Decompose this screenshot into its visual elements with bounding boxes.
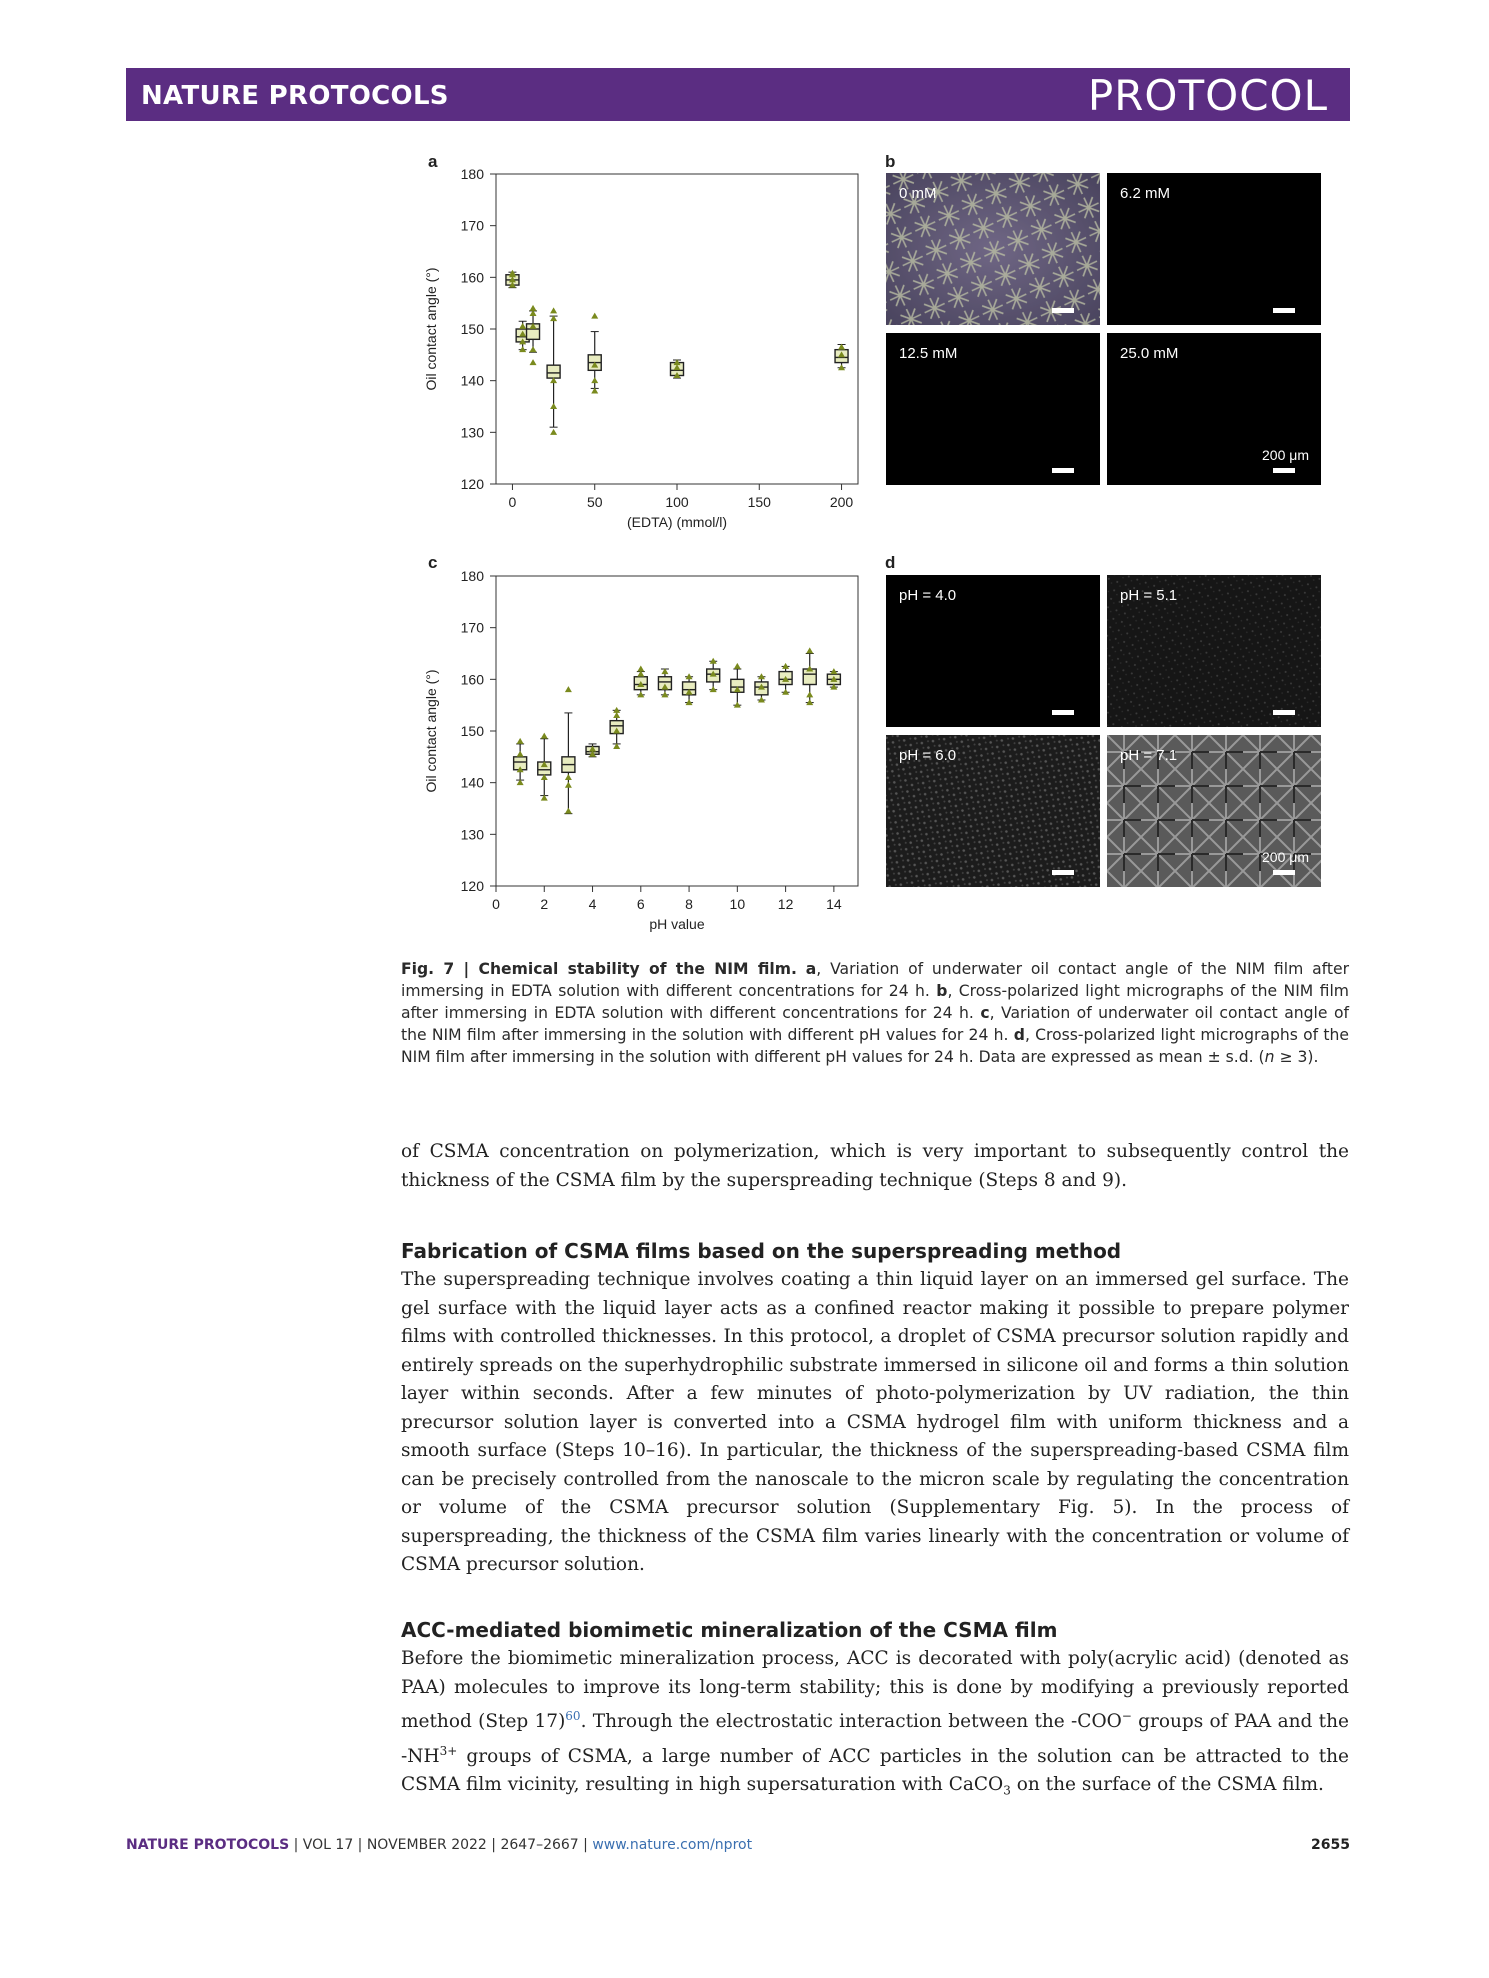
- subscript-3: 3: [1003, 1784, 1011, 1798]
- micrograph-label: 6.2 mM: [1120, 185, 1171, 202]
- data-point: [565, 774, 572, 780]
- caption-letter-b: b: [936, 982, 948, 1000]
- x-tick-label: 200: [829, 494, 854, 510]
- micrograph-b-2: [1107, 173, 1321, 325]
- y-tick-label: 120: [460, 476, 484, 492]
- y-tick-label: 170: [460, 619, 484, 636]
- data-point: [613, 707, 620, 713]
- para3-part-c: groups of PAA and the -NH: [401, 1711, 1349, 1767]
- x-tick-label: 100: [665, 494, 689, 510]
- y-tick-label: 180: [460, 166, 484, 182]
- data-point: [637, 691, 644, 697]
- footer-brand: NATURE PROTOCOLS: [126, 1837, 290, 1853]
- page-footer: [126, 1837, 1350, 1853]
- superscript-charge: 3+: [439, 1743, 458, 1758]
- data-point: [686, 699, 693, 705]
- x-tick-label: 150: [747, 494, 771, 510]
- body-paragraph-3: [401, 1645, 1349, 1806]
- para3-part-d: groups of CSMA, a large number of ACC particles in the solution can be attracted to the CSMA film vicinity, resulting in high supersaturation with CaCO: [401, 1745, 1349, 1796]
- y-tick-label: 160: [460, 269, 484, 286]
- scale-bar: [1052, 870, 1074, 875]
- y-tick-label: 180: [460, 568, 484, 584]
- data-point: [541, 733, 548, 739]
- micrograph-label: pH = 4.0: [899, 587, 957, 604]
- caption-text-d: , Cross-polarized light micrographs of the NIM film after immersing in the solution with different pH values for 24 h. Data are expressed as mean ± s.d. (: [401, 1026, 1349, 1066]
- y-tick-label: 150: [460, 723, 484, 739]
- data-point: [613, 712, 620, 718]
- x-tick-label: 6: [636, 896, 645, 912]
- scale-bar: [1273, 468, 1295, 473]
- x-tick-label: 4: [588, 896, 597, 912]
- y-tick-label: 140: [460, 774, 484, 791]
- micrograph-label: 12.5 mM: [899, 345, 958, 362]
- reference-link[interactable]: 60: [565, 1709, 581, 1723]
- micrograph-b-1: [886, 173, 1100, 325]
- footer-details: | VOL 17 | NOVEMBER 2022 | 2647–2667 |: [289, 1837, 593, 1853]
- data-point: [806, 691, 813, 697]
- data-point: [806, 699, 813, 705]
- micrograph-d-4: [1107, 735, 1321, 887]
- micrograph-label: 0 mM: [899, 185, 937, 202]
- y-axis-label: Oil contact angle (°): [423, 267, 439, 391]
- caption-text-c: , Variation of underwater oil contact angle of the NIM film after immersing in the solution with different pH values for 24 h.: [401, 1004, 1349, 1044]
- scale-bar: [1052, 468, 1074, 473]
- scale-bar: [1273, 870, 1295, 875]
- data-point: [830, 668, 837, 674]
- x-tick-label: 0: [508, 494, 517, 510]
- y-tick-label: 130: [460, 826, 484, 843]
- micrograph-label: 25.0 mM: [1120, 345, 1179, 362]
- panel-letter-b: b: [885, 152, 896, 171]
- section-type: PROTOCOL: [1087, 71, 1328, 120]
- scale-bar: [1273, 308, 1295, 313]
- y-tick-label: 160: [460, 671, 484, 688]
- data-point: [517, 751, 524, 757]
- chart-ph-contact-angle: [410, 562, 880, 942]
- x-tick-label: 0: [492, 896, 500, 912]
- data-point: [530, 346, 537, 352]
- data-point: [550, 403, 557, 409]
- data-point: [591, 377, 598, 383]
- y-tick-label: 120: [460, 878, 484, 894]
- data-point: [509, 270, 516, 276]
- figure-caption: [401, 958, 1349, 1068]
- para3-part-b: . Through the electrostatic interaction between the -COO: [580, 1711, 1122, 1733]
- x-tick-label: 50: [586, 494, 603, 510]
- data-point: [806, 647, 813, 653]
- body-paragraph-2: The superspreading technique involves coating a thin liquid layer on an immersed gel surface. The gel surface with the liquid layer acts as a confined reactor making it possible to prepare polymer films with controlled thicknesses. In this protocol, a droplet of CSMA precursor solution rapidly and entirely spreads on the superhydrophilic substrate immersed in silicone oil and forms a thin solution layer within seconds. After a few minutes of photo-polymerization by UV radiation, the thin precursor solution layer is converted into a CSMA hydrogel film with uniform thickness and a smooth surface (Steps 10–16). In particular, the thickness of the superspreading-based CSMA film can be precisely controlled from the nanoscale to the micron scale by regulating the concentration or volume of the CSMA precursor solution (Supplementary Fig. 5). In the process of superspreading, the thickness of the CSMA film varies linearly with the concentration or volume of CSMA precursor solution.: [401, 1269, 1349, 1575]
- data-point: [565, 782, 572, 788]
- scale-bar: [1052, 308, 1074, 313]
- data-point: [519, 323, 526, 329]
- micrograph-label: pH = 7.1: [1120, 747, 1178, 764]
- section-heading-superspreading: Fabrication of CSMA films based on the superspreading method: [401, 1239, 1122, 1263]
- x-axis-label: pH value: [649, 916, 705, 932]
- plot-frame: [496, 174, 858, 484]
- micrograph-d-1: [886, 575, 1100, 727]
- y-axis-label: Oil contact angle (°): [423, 669, 439, 793]
- y-tick-label: 130: [460, 424, 484, 441]
- data-point: [565, 808, 572, 814]
- data-point: [565, 686, 572, 692]
- caption-letter-d: d: [1013, 1026, 1025, 1044]
- data-point: [530, 359, 537, 365]
- data-point: [661, 691, 668, 697]
- micrograph-b-4: [1107, 333, 1321, 485]
- y-tick-label: 140: [460, 372, 484, 389]
- micrograph-b-3: [886, 333, 1100, 485]
- x-axis-label: (EDTA) (mmol/l): [626, 514, 728, 530]
- data-point: [550, 429, 557, 435]
- data-point: [591, 313, 598, 319]
- page-number: 2655: [1311, 1837, 1350, 1853]
- x-tick-label: 12: [777, 896, 794, 912]
- caption-letter-a: a: [805, 960, 817, 978]
- micrograph-label: pH = 5.1: [1120, 587, 1178, 604]
- superscript-minus: −: [1121, 1709, 1132, 1723]
- micrograph-label: pH = 6.0: [899, 747, 957, 764]
- scale-bar-label: 200 μm: [1262, 447, 1309, 463]
- x-tick-label: 10: [729, 896, 746, 912]
- caption-n-text: ≥ 3).: [1274, 1048, 1319, 1066]
- caption-text-a: , Variation of underwater oil contact angle of the NIM film after immersing in EDTA solution with different concentrations for 24 h.: [401, 960, 1349, 1000]
- journal-name: NATURE PROTOCOLS: [141, 81, 449, 111]
- data-point: [550, 307, 557, 313]
- data-point: [530, 305, 537, 311]
- scale-bar: [1052, 710, 1074, 715]
- micrograph-d-3: [886, 735, 1100, 887]
- scale-bar-label: 200 μm: [1262, 849, 1309, 865]
- data-point: [637, 666, 644, 672]
- data-point: [734, 663, 741, 669]
- y-tick-label: 150: [460, 321, 484, 337]
- caption-fig-label: Fig. 7 | Chemical stability of the NIM film.: [401, 960, 797, 978]
- scale-bar: [1273, 710, 1295, 715]
- micrograph-d-2: [1107, 575, 1321, 727]
- x-tick-label: 8: [685, 896, 693, 912]
- para3-part-e: on the surface of the CSMA film.: [1010, 1774, 1324, 1796]
- chart-edta-contact-angle: [410, 160, 880, 540]
- body-paragraph-1: of CSMA concentration on polymerization, which is very important to subsequently control the thickness of the CSMA film by the superspreading technique (Steps 8 and 9).: [401, 1141, 1349, 1191]
- panel-letter-d: d: [885, 553, 896, 572]
- panel-letter-c: c: [428, 553, 438, 572]
- y-tick-label: 170: [460, 217, 484, 234]
- plot-frame: [496, 576, 858, 886]
- caption-text-b: , Cross-polarized light micrographs of the NIM film after immersing in EDTA solution with different concentrations for 24 h.: [401, 982, 1349, 1022]
- para3-part-a: Before the biomimetic mineralization process, ACC is decorated with poly(acrylic acid) (denoted as PAA) molecules to improve its long-term stability; this is done by modifying a previously reported method (Step 17): [401, 1648, 1349, 1733]
- box: [547, 365, 560, 378]
- footer-url[interactable]: www.nature.com/nprot: [592, 1837, 753, 1853]
- panel-letter-a: a: [428, 152, 438, 171]
- caption-letter-c: c: [980, 1004, 990, 1022]
- x-tick-label: 14: [826, 896, 842, 912]
- header-bar: [126, 68, 1350, 121]
- x-tick-label: 2: [540, 896, 549, 912]
- data-point: [517, 738, 524, 744]
- caption-n-variable: n: [1264, 1048, 1275, 1066]
- section-heading-mineralization: ACC-mediated biomimetic mineralization of the CSMA film: [401, 1618, 1058, 1642]
